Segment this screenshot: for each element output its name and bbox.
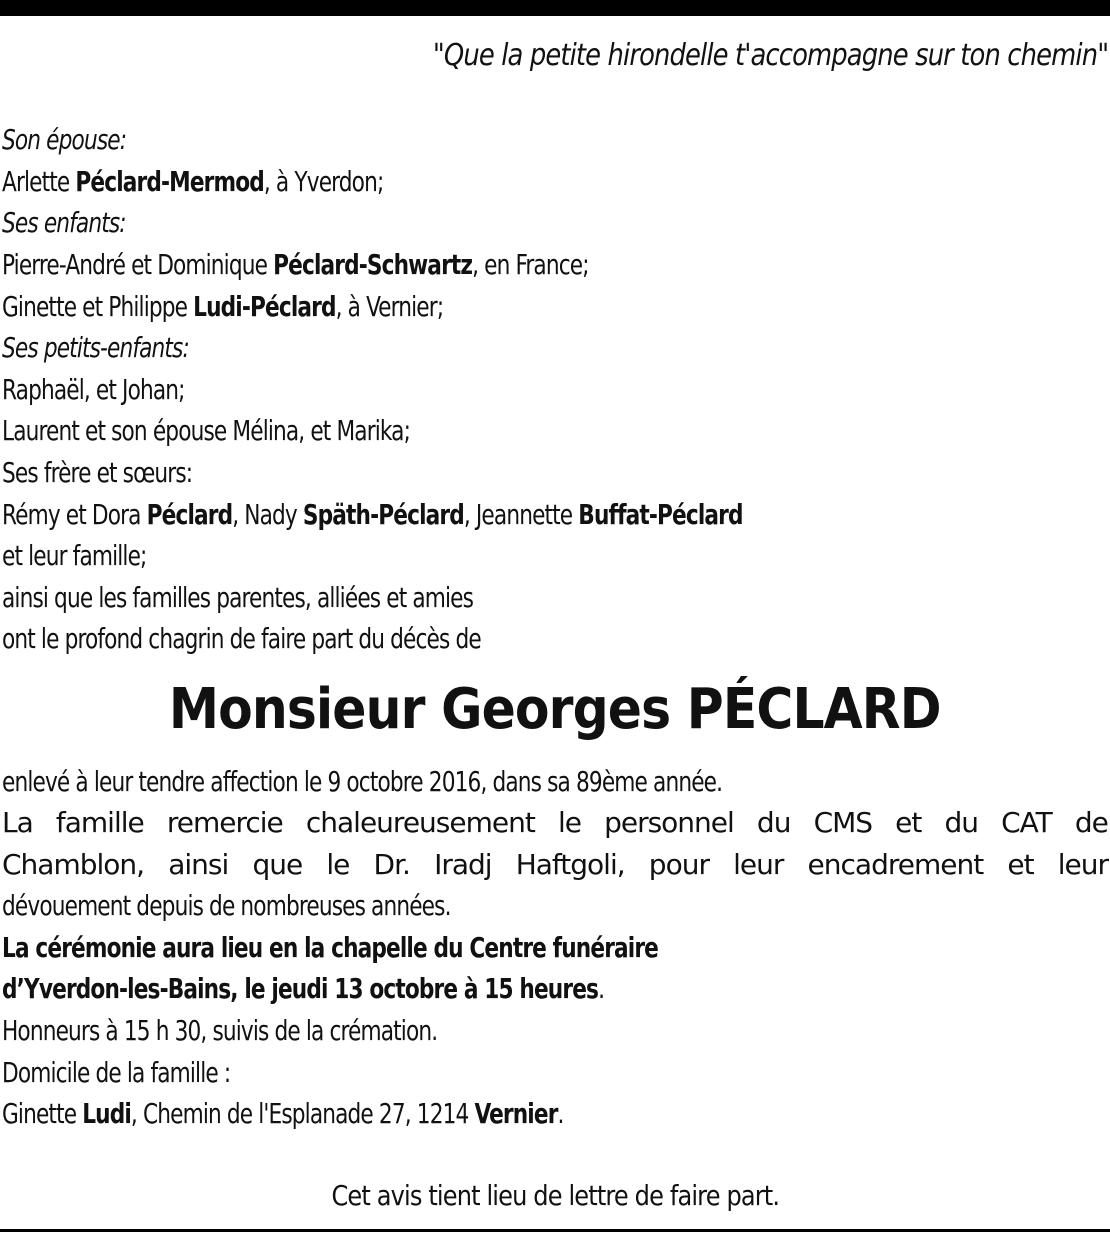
bottom-rule bbox=[0, 1229, 1110, 1232]
thanks-line-3: dévouement depuis de nombreuses années. bbox=[2, 889, 451, 922]
justified-word: remercie bbox=[166, 806, 283, 839]
justified-word: ainsi bbox=[168, 848, 229, 881]
justified-word: le bbox=[326, 848, 350, 881]
justified-word: le bbox=[557, 806, 581, 839]
grandchildren-line-2: Laurent et son épouse Mélina, et Marika; bbox=[2, 414, 411, 447]
justified-word: La bbox=[2, 806, 33, 839]
footer-note: Cet avis tient lieu de lettre de faire part. bbox=[331, 1179, 779, 1212]
justified-word: chaleureusement bbox=[305, 806, 535, 839]
domicile-heading: Domicile de la famille : bbox=[2, 1056, 231, 1089]
child-line-1: Pierre-André et Dominique Péclard-Schwartz, en France; bbox=[2, 248, 589, 281]
siblings-heading: Ses frère et sœurs: bbox=[2, 456, 193, 489]
justified-word: famille bbox=[55, 806, 144, 839]
announcement-line: ont le profond chagrin de faire part du décès de bbox=[2, 622, 481, 655]
thanks-line-2 bbox=[2, 845, 1108, 885]
spouse-heading: Son épouse: bbox=[2, 123, 127, 156]
justified-word: et bbox=[1007, 848, 1034, 881]
children-heading: Ses enfants: bbox=[2, 206, 126, 239]
justified-word: leur bbox=[1057, 848, 1108, 881]
siblings-line: Rémy et Dora Péclard, Nady Späth-Péclard, Jeannette Buffat-Péclard bbox=[2, 498, 743, 531]
justified-word: Dr. bbox=[373, 848, 410, 881]
spouse-line: Arlette Péclard-Mermod, à Yverdon; bbox=[2, 165, 384, 198]
epigraph-quote: "Que la petite hirondelle t'accompagne sur ton chemin" bbox=[432, 38, 1108, 73]
domicile-address: Ginette Ludi, Chemin de l'Esplanade 27, 1214 Vernier. bbox=[2, 1097, 564, 1130]
justified-word: Haftgoli, bbox=[515, 848, 625, 881]
ceremony-line-2: d’Yverdon-les-Bains, le jeudi 13 octobre à 15 heures. bbox=[2, 972, 605, 1005]
thanks-line-1 bbox=[2, 803, 1108, 843]
justified-word: de bbox=[1074, 806, 1108, 839]
justified-word: leur bbox=[733, 848, 784, 881]
passing-line: enlevé à leur tendre affection le 9 octobre 2016, dans sa 89ème année. bbox=[2, 765, 723, 798]
justified-word: pour bbox=[648, 848, 709, 881]
justified-word: Chamblon, bbox=[2, 848, 145, 881]
relatives-line: ainsi que les familles parentes, alliées et amies bbox=[2, 581, 474, 614]
top-rule bbox=[0, 0, 1110, 16]
grandchildren-heading: Ses petits-enfants: bbox=[2, 331, 189, 364]
honours-line: Honneurs à 15 h 30, suivis de la crémation. bbox=[2, 1014, 438, 1047]
ceremony-line-1: La cérémonie aura lieu en la chapelle du Centre funéraire bbox=[2, 931, 659, 964]
justified-word: CMS bbox=[813, 806, 873, 839]
justified-word: personnel bbox=[604, 806, 734, 839]
child-line-2: Ginette et Philippe Ludi-Péclard, à Vernier; bbox=[2, 290, 444, 323]
justified-word: et bbox=[895, 806, 922, 839]
deceased-name: Monsieur Georges PÉCLARD bbox=[169, 677, 941, 742]
justified-word: encadrement bbox=[807, 848, 984, 881]
justified-word: Iradj bbox=[434, 848, 492, 881]
justified-word: CAT bbox=[1001, 806, 1052, 839]
justified-word: que bbox=[252, 848, 303, 881]
justified-word: du bbox=[756, 806, 791, 839]
siblings-family-line: et leur famille; bbox=[2, 539, 147, 572]
grandchildren-line-1: Raphaël, et Johan; bbox=[2, 373, 185, 406]
justified-word: du bbox=[944, 806, 979, 839]
